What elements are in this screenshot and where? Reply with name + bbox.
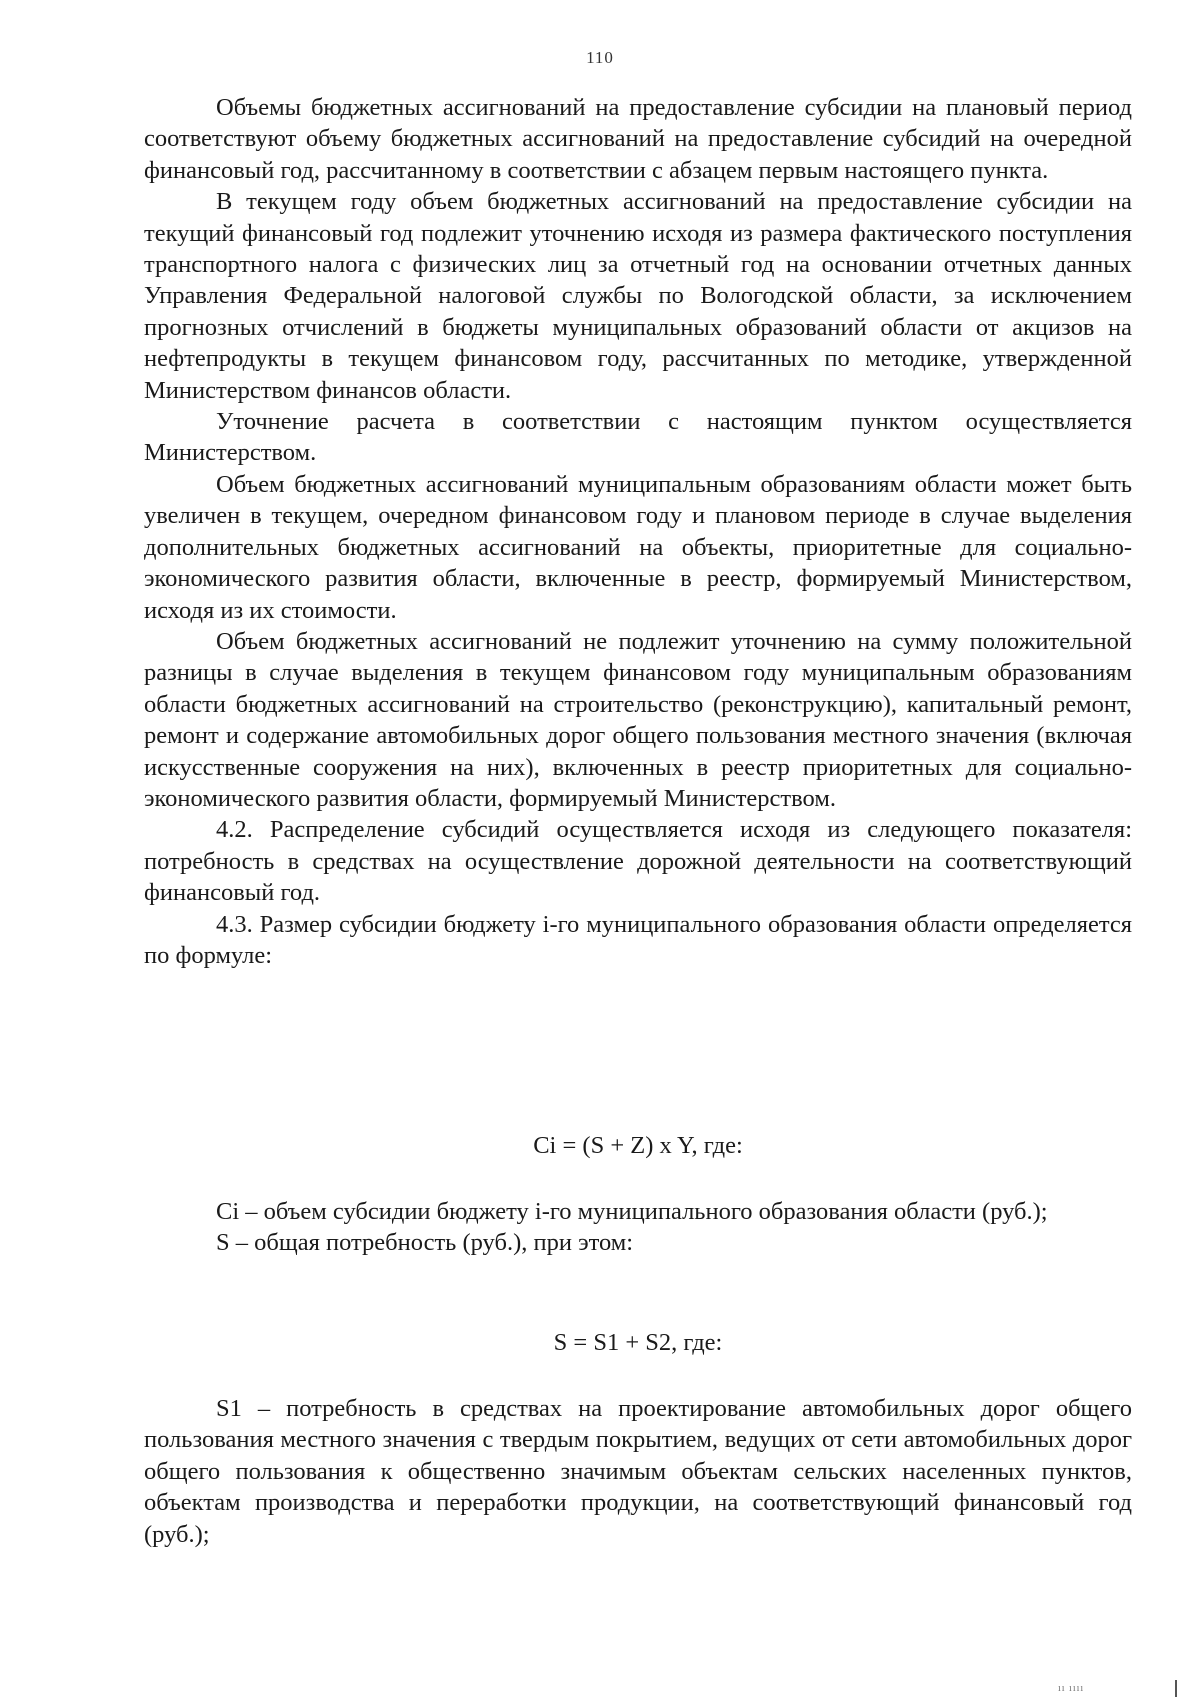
definition-s1: S1 – потребность в средствах на проектирование автомобильных дорог общего пользования местного значения с твердым покрытием, ведущих от сети автомобильных дорог общего пользования к общественно значимым объектам сельских населенных пунктов, объектам производства и переработки продукции, на соответствующий финансовый год (руб.);: [144, 1395, 1132, 1548]
definition-s: S – общая потребность (руб.), при этом:: [216, 1229, 634, 1257]
paragraph-section-4-3: 4.3. Размер субсидии бюджету i-го муниципального образования области определяется по формуле:: [144, 910, 1132, 969]
page-number: 110: [586, 48, 614, 67]
formula-total-need: S = S1 + S2, где:: [553, 1329, 723, 1356]
paragraph-budget-increase: Объем бюджетных ассигнований муниципальным образованиям области может быть увеличен в текущем, очередном финансовом году и плановом периоде в случае выделения дополнительных бюджетных ассигнований на объекты, приоритетные для социально-экономического развития области, включенные в реестр, формируемый Министерством, исходя из их стоимости.: [144, 470, 1132, 624]
paragraph-budget-planning: Объемы бюджетных ассигнований на предоставление субсидии на плановый период соответствуют объему бюджетных ассигнований на предоставление субсидий на очередной финансовый год, рассчитанному в соответствии с абзацем первым настоящего пункта.: [144, 94, 1132, 184]
definition-ci: Ci – объем субсидии бюджету i-го муниципального образования области (руб.);: [216, 1198, 1048, 1225]
paragraph-no-adjustment: Объем бюджетных ассигнований не подлежит уточнению на сумму положительной разницы в случае выделения в текущем финансовом году муниципальным образованиям области бюджетных ассигнований на строительство (реконструкцию), капитальный ремонт, ремонт и содержание автомобильных дорог общего пользования местного значения (включая искусственные сооружения на них), включенных в реестр приоритетных для социально-экономического развития области, формируемый Министерством.: [144, 627, 1132, 812]
body-text-top: [144, 92, 1132, 971]
scan-edge-mark: [1175, 1680, 1177, 1697]
formula-subsidy: Ci = (S + Z) x Y, где:: [533, 1132, 743, 1159]
formula-block-1: [144, 1130, 1132, 1161]
paragraph-section-4-2: 4.2. Распределение субсидий осуществляется исходя из следующего показателя: потребность в средствах на осуществление дорожной деятельности на соответствующий финансовый год.: [144, 816, 1132, 907]
formula-block-2: [144, 1327, 1132, 1358]
paragraph-calculation-refinement: Уточнение расчета в соответствии с настоящим пунктом осуществляется Министерством.: [144, 408, 1132, 467]
body-text-s1: [144, 1393, 1132, 1550]
body-text-definitions: [144, 1196, 1132, 1259]
paragraph-current-year-adjustment: В текущем году объем бюджетных ассигнований на предоставление субсидии на текущий финансовый год подлежит уточнению исходя из размера фактического поступления транспортного налога с физических лиц за отчетный год на основании отчетных данных Управления Федеральной налоговой службы по Вологодской области, за исключением прогнозных отчислений в бюджеты муниципальных образований области от акцизов на нефтепродукты в текущем финансовом году, рассчитанных по методике, утвержденной Министерством финансов области.: [144, 188, 1132, 404]
scan-mark: ıı ıııı: [1058, 1683, 1085, 1694]
